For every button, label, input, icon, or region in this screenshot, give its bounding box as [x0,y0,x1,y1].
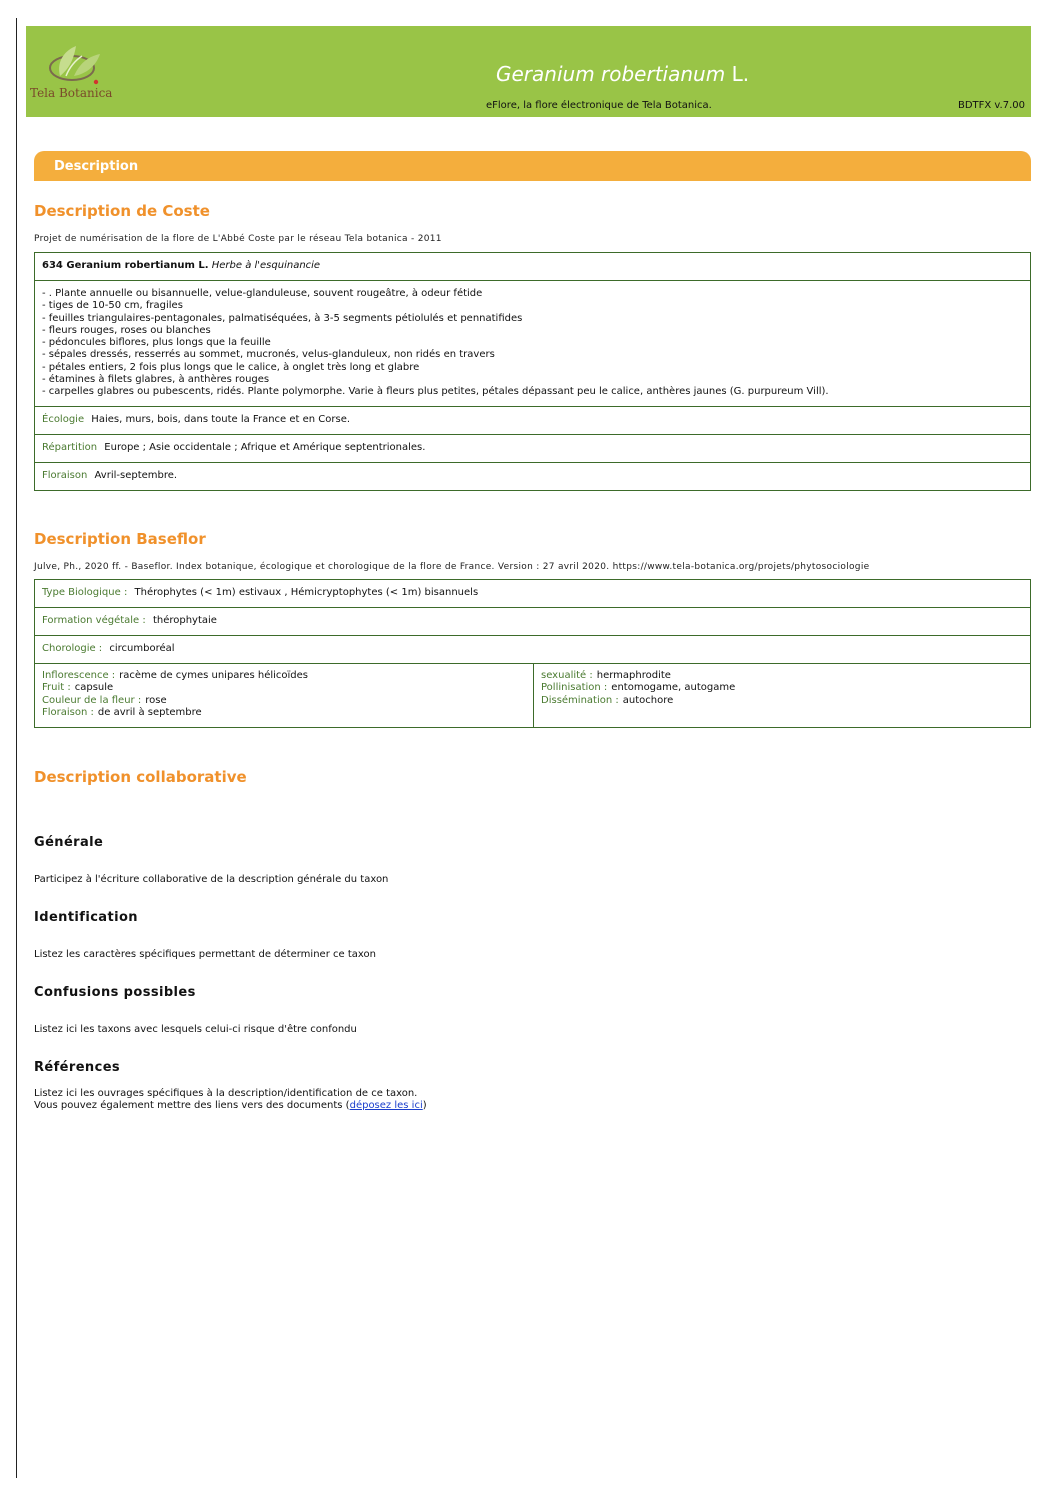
inflorescence-label: Inflorescence : [42,670,116,681]
coste-line: - sépales dressés, resserrés au sommet, mucronés, velus-glanduleux, non ridés en travers [42,349,495,361]
couleur-value: rose [145,694,167,706]
ecologie-label: Écologie [42,414,85,425]
page-left-rule [16,18,17,1478]
coste-line: - fleurs rouges, roses ou blanches [42,324,211,336]
baseflor-traits-right [534,664,1030,727]
ecologie-value: Haies, murs, bois, dans toute la France et en Corse. [91,414,351,425]
inflorescence-value: racème de cymes unipares hélicoïdes [119,670,309,681]
references-line-2-text: Vous pouvez également mettre des liens vers des documents ( [34,1100,350,1111]
generale-title: Générale [34,835,104,850]
type-biologique-value: Thérophytes (< 1m) estivaux , Hémicryptophytes (< 1m) bisannuels [134,587,479,598]
deposez-les-ici-link[interactable]: déposez les ici [349,1100,423,1111]
section-bar-label: Description [54,159,139,174]
repartition-label: Répartition [42,442,98,453]
coste-line: - pédoncules biflores, plus longs que la feuille [42,337,271,349]
baseflor-formation-row [35,608,1030,636]
dissemination-value: autochore [622,694,674,706]
references-text [34,1088,427,1112]
confusions-title: Confusions possibles [34,985,196,1000]
coste-repartition-row [35,435,1030,463]
logo-text: Tela Botanica [30,86,113,100]
repartition-value: Europe ; Asie occidentale ; Afrique et Amérique septentrionales. [104,442,426,453]
identification-title: Identification [34,910,138,925]
confusions-text: Listez ici les taxons avec lesquels celui-ci risque d'être confondu [34,1024,357,1035]
coste-table [34,252,1031,491]
chorologie-value: circumboréal [109,643,175,654]
coste-line: - . Plante annuelle ou bisannuelle, velue-glanduleuse, souvent rougeâtre, à odeur fétide [42,288,483,299]
species-author: L. [731,62,750,86]
formation-label: Formation végétale : [42,615,146,626]
floraison-value: Avril-septembre. [94,470,178,481]
version-label: BDTFX v.7.00 [957,100,1025,111]
references-title: Références [34,1060,121,1075]
baseflor-traits-left [35,664,534,727]
baseflor-traits-row [35,664,1030,727]
species-name: Geranium robertianum [496,62,726,86]
coste-title-row [35,253,1030,281]
coste-line: - tiges de 10-50 cm, fragiles [42,300,183,312]
identification-text: Listez les caractères spécifiques permettant de déterminer ce taxon [34,949,376,960]
coste-line: - pétales entiers, 2 fois plus longs que le calice, à onglet très long et glabre [42,361,420,373]
coste-line: - étamines à filets glabres, à anthères rouges [42,374,270,386]
fruit-value: capsule [74,682,114,694]
coste-heading: Description de Coste [34,202,210,220]
coste-vernacular: Herbe à l'esquinancie [211,260,321,271]
coste-taxon-name: 634 Geranium robertianum L. [42,260,209,271]
coste-line: - carpelles glabres ou pubescents, ridés. Plante polymorphe. Varie à fleurs plus petites, pétales dépassant peu le calice, anthères jaunes (G. purpureum Vill). [42,386,829,398]
sexualite-value: hermaphrodite [596,670,671,681]
floraison-bf-value: de avril à septembre [97,706,202,718]
baseflor-source: Julve, Ph., 2020 ff. - Baseflor. Index botanique, écologique et chorologique de la flore de France. Version : 27 avril 2020. https://www.tela-botanica.org/projets/phytosociologie [34,562,870,572]
baseflor-chorologie-row [35,636,1030,664]
coste-source: Projet de numérisation de la flore de L'Abbé Coste par le réseau Tela botanica - 2011 [34,234,442,244]
references-line-2-end: ) [422,1100,427,1111]
references-line-1: Listez ici les ouvrages spécifiques à la description/identification de ce taxon. [34,1088,418,1099]
coste-description-row [35,281,1030,407]
page-header [26,26,1031,117]
coste-floraison-row [35,463,1030,490]
sexualite-label: sexualité : [541,670,593,681]
type-biologique-label: Type Biologique : [42,587,128,598]
collab-heading: Description collaborative [34,768,247,786]
pollinisation-value: entomogame, autogame [611,682,736,694]
fruit-label: Fruit : [42,682,71,694]
formation-value: thérophytaie [152,615,217,626]
species-title [496,62,749,86]
baseflor-heading: Description Baseflor [34,530,206,548]
description-section-bar [34,151,1031,181]
coste-line: - feuilles triangulaires-pentagonales, palmatiséquées, à 3-5 segments pétiolulés et pennatifides [42,312,523,324]
chorologie-label: Chorologie : [42,643,103,654]
baseflor-table [34,579,1031,728]
dissemination-label: Dissémination : [541,694,619,706]
pollinisation-label: Pollinisation : [541,682,608,694]
couleur-label: Couleur de la fleur : [42,694,142,706]
baseflor-type-row [35,580,1030,608]
header-subtitle: eFlore, la flore électronique de Tela Botanica. [486,100,712,111]
floraison-bf-label: Floraison : [42,706,94,718]
references-line-2 [34,1100,427,1112]
floraison-label: Floraison [42,470,88,481]
generale-text: Participez à l'écriture collaborative de la description générale du taxon [34,874,389,885]
coste-ecologie-row [35,407,1030,435]
